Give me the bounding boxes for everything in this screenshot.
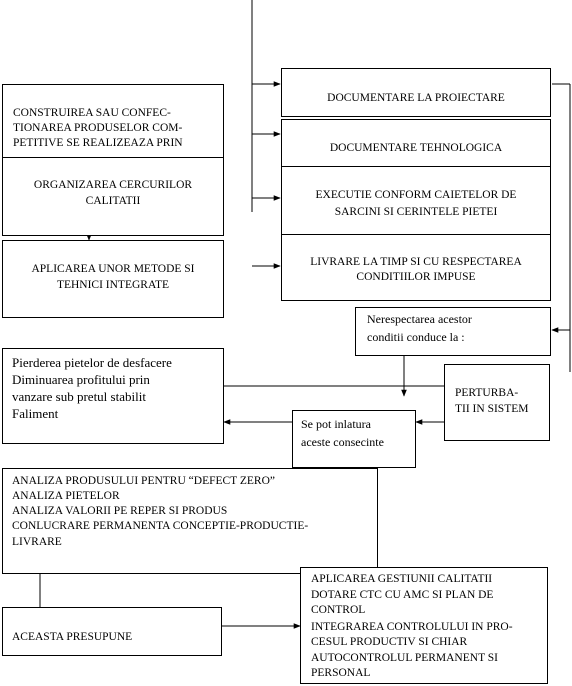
executie-line-1: EXECUTIE CONFORM CAIETELOR DE [315,189,517,201]
analiza-line-3: ANALIZA VALORII PE REPER SI PRODUS [12,505,228,517]
analiza-line-2: ANALIZA PIETELOR [12,490,120,502]
livrare-line-2: CONDITIILOR IMPUSE [356,271,476,283]
construirea-line-1: CONSTRUIREA SAU CONFEC- [13,107,171,119]
pierderea-line-2: Diminuarea profitului prin [12,372,150,387]
gestiunii-line-2: DOTARE CTC CU AMC SI PLAN DE [311,589,494,601]
construirea-line-3: PETITIVE SE REALIZEAZA PRIN [13,137,183,149]
gestiunii-line-7: PERSONAL [311,667,371,679]
analiza-line-4: CONLUCRARE PERMANENTA CONCEPTIE-PRODUCTIE- [12,520,309,532]
aplicarea-metode-line-1: APLICAREA UNOR METODE SI [31,263,195,275]
organizarea-line-1: ORGANIZAREA CERCURILOR [33,179,193,191]
perturbatii-line-1: PERTURBA- [455,387,519,399]
analiza-line-1: ANALIZA PRODUSULUI PENTRU “DEFECT ZERO” [12,475,276,487]
pierderea-line-4: Faliment [12,406,59,421]
executie-line-2: SARCINI SI CERINTELE PIETEI [334,206,498,218]
gestiunii-line-5: CESUL PRODUCTIV SI CHIAR [311,636,468,648]
livrare-line-1: LIVRARE LA TIMP SI CU RESPECTAREA [310,256,522,268]
nerespectarea-line-2: conditii conduce la : [367,330,465,344]
nerespectarea-line-1: Nerespectarea acestor [367,312,472,326]
doc-proiectare-text: DOCUMENTARE LA PROIECTARE [327,92,505,104]
se-pot-line-1: Se pot inlatura [301,417,371,431]
pierderea-line-1: Pierderea pietelor de desfacere [12,355,172,370]
aplicarea-metode-line-2: TEHNICI INTEGRATE [56,279,170,291]
gestiunii-line-3: CONTROL [311,604,366,616]
gestiunii-line-4: INTEGRAREA CONTROLULUI IN PRO- [311,621,513,633]
organizarea-line-2: CALITATII [85,195,141,207]
aceasta-text: ACEASTA PRESUPUNE [12,631,133,643]
analiza-line-5: LIVRARE [12,536,62,548]
gestiunii-line-6: AUTOCONTROLUL PERMANENT SI [311,652,498,664]
doc-tehnologica-text: DOCUMENTARE TEHNOLOGICA [329,142,503,154]
perturbatii-line-2: TII IN SISTEM [455,403,529,415]
construirea-line-2: TIONAREA PRODUSELOR COM- [13,122,183,134]
gestiunii-line-1: APLICAREA GESTIUNII CALITATII [311,573,493,585]
pierderea-line-3: vanzare sub pretul stabilit [12,389,146,404]
se-pot-line-2: aceste consecinte [301,435,384,449]
